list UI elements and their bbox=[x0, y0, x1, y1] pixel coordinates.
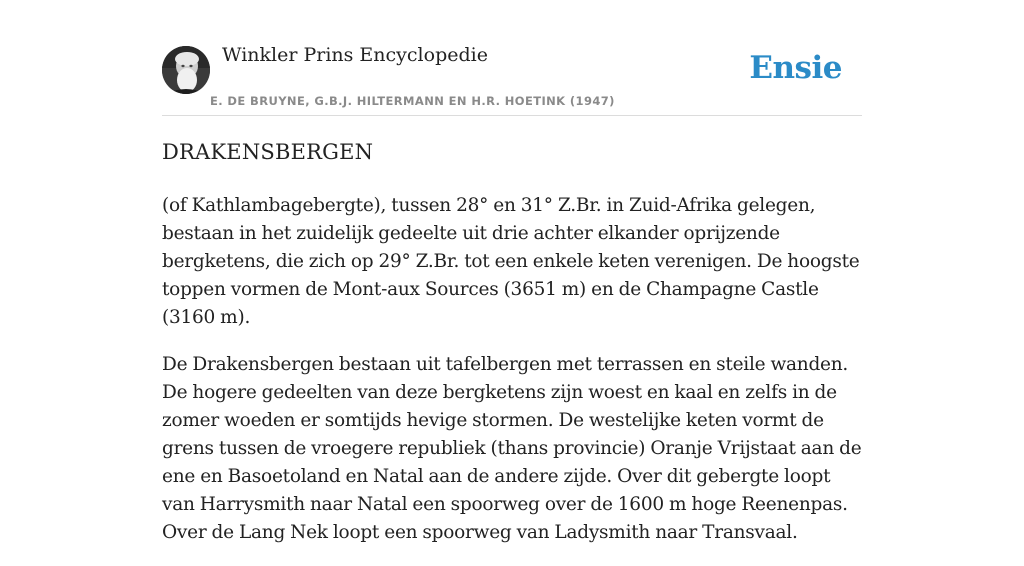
site-title[interactable]: Winkler Prins Encyclopedie bbox=[222, 44, 488, 66]
entry-paragraph: De Drakensbergen bestaan uit tafelbergen met terrassen en steile wanden. De hogere gedeelten van deze bergketens zijn woest en kaal en zelfs in de zomer woeden er somtijds hevige stormen. De westelijke keten vormt de grens tussen de vroegere republiek (thans provincie) Oranje Vrijstaat aan de ene en Basoetoland en Natal aan de andere zijde. Over dit gebergte loopt van Harrysmith naar Natal een spoorweg over de 1600 m hoge Reenenpas. Over de Lang Nek loopt een spoorweg van Ladysmith naar Transvaal. bbox=[162, 354, 862, 543]
entry-body bbox=[162, 192, 862, 566]
header-divider bbox=[162, 115, 862, 116]
portrait-photo-icon bbox=[162, 46, 210, 94]
ensie-logo-link[interactable]: Ensie bbox=[749, 50, 842, 86]
entry-paragraph: (of Kathlambagebergte), tussen 28° en 31° Z.Br. in Zuid-Afrika gelegen, bestaan in het zuidelijk gedeelte uit drie achter elkander oprijzende bergketens, die zich op 29° Z.Br. tot een enkele keten verenigen. De hoogste toppen vormen de Mont-aux Sources (3651 m) en de Champagne Castle (3160 m). bbox=[162, 195, 860, 328]
author-credits: E. DE BRUYNE, G.B.J. HILTERMANN EN H.R. HOETINK (1947) bbox=[210, 94, 615, 108]
entry-title: DRAKENSBERGEN bbox=[162, 140, 374, 164]
author-avatar[interactable] bbox=[162, 46, 210, 94]
